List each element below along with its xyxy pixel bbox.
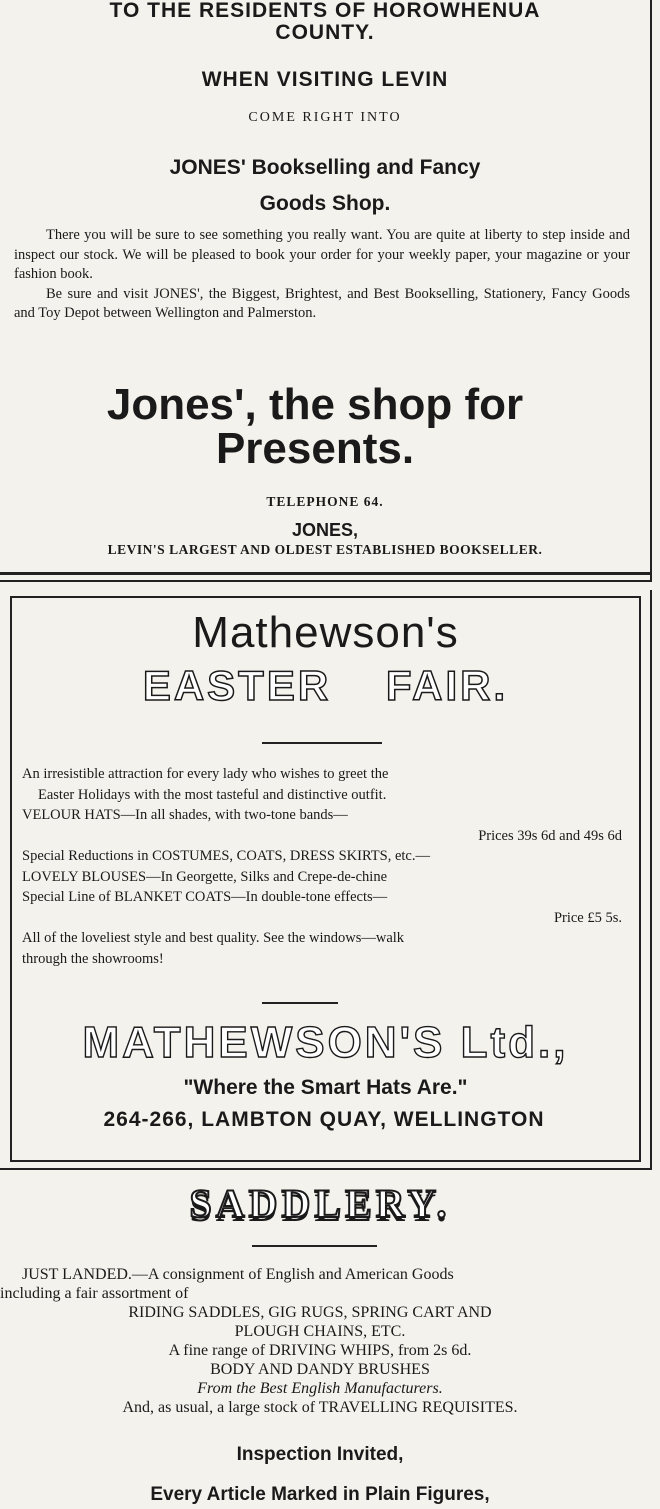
- when-visiting: WHEN VISITING LEVIN: [201, 68, 449, 91]
- address: 264-266, LAMBTON QUAY, WELLINGTON: [103, 1108, 545, 1131]
- section-divider: [0, 572, 652, 575]
- body-line: All of the loveliest style and best quality. See the windows—walk: [22, 930, 405, 946]
- body-line: VELOUR HATS—In all shades, with two-tone bands—: [22, 807, 348, 823]
- body-line: including a fair assortment of: [0, 1285, 189, 1302]
- body-line: PLOUGH CHAINS, ETC.: [234, 1323, 406, 1340]
- ad-body: [14, 226, 630, 324]
- saddlery-advertisement: [0, 1170, 650, 1509]
- body-line: BODY AND DANDY BRUSHES: [210, 1361, 430, 1378]
- slogan-line: Jones', the shop for: [106, 380, 524, 429]
- established-line: LEVIN'S LARGEST AND OLDEST ESTABLISHED BOOKSELLER.: [107, 542, 543, 557]
- column-rule: [650, 590, 652, 1170]
- company-name: MATHEWSON'S Ltd.,: [82, 1018, 569, 1067]
- body-line: RIDING SADDLES, GIG RUGS, SPRING CART AND: [128, 1304, 492, 1321]
- mathewson-advertisement: [10, 596, 641, 1162]
- body-line: Special Line of BLANKET COATS—In double-tone effects—: [22, 889, 388, 905]
- event-title: EASTER FAIR.: [142, 662, 509, 709]
- plain-figures-line: Every Article Marked in Plain Figures,: [150, 1484, 490, 1505]
- shop-name-line: Goods Shop.: [259, 192, 391, 215]
- ad-heading: [10, 0, 640, 44]
- signature: JONES,: [291, 520, 359, 540]
- body-line: Special Reductions in COSTUMES, COATS, DRESS SKIRTS, etc.—: [22, 848, 430, 864]
- store-name: Mathewson's: [192, 608, 459, 657]
- body-line: LOVELY BLOUSES—In Georgette, Silks and Crepe-de-chine: [22, 868, 387, 885]
- body-line: JUST LANDED.—A consignment of English and American Goods: [22, 1266, 454, 1283]
- rule: [252, 1245, 377, 1247]
- shop-name: [10, 150, 640, 222]
- tagline: "Where the Smart Hats Are.": [183, 1076, 468, 1099]
- body-paragraph: There you will be sure to see something you really want. You are quite at liberty to step inside and inspect our stock. We will be pleased to book your order for your weekly paper, your magazine or your fashion book.: [14, 227, 630, 282]
- price-line: Price £5 5s.: [553, 909, 622, 926]
- body-line: A fine range of DRIVING WHIPS, from 2s 6d.: [168, 1342, 472, 1359]
- inspection-line: Inspection Invited,: [236, 1444, 404, 1465]
- body-line: From the Best English Manufacturers.: [197, 1380, 443, 1397]
- body-line: And, as usual, a large stock of TRAVELLING REQUISITES.: [122, 1399, 518, 1416]
- ad-body: [22, 764, 622, 969]
- ad-heading: SADDLERY.: [189, 1181, 451, 1226]
- slogan: [10, 380, 620, 473]
- come-right-into: COME RIGHT INTO: [248, 110, 402, 125]
- body-line: An irresistible attraction for every lady who wishes to greet the: [22, 766, 389, 782]
- body-line: Easter Holidays with the most tasteful and distinctive outfit.: [38, 786, 387, 803]
- price-line: Prices 39s 6d and 49s 6d: [478, 827, 622, 844]
- telephone: TELEPHONE 64.: [266, 494, 384, 509]
- rule: [262, 742, 382, 744]
- ad-body: [0, 1265, 640, 1417]
- body-paragraph: Be sure and visit JONES', the Biggest, Brightest, and Best Bookselling, Stationery, Fancy Goods and Toy Depot between Wellington and Palmerston.: [14, 285, 630, 321]
- heading-line: TO THE RESIDENTS OF HOROWHENUA: [109, 0, 541, 22]
- heading-line: COUNTY.: [275, 21, 375, 44]
- jones-advertisement: [10, 0, 640, 570]
- shop-name-line: JONES' Bookselling and Fancy: [169, 156, 481, 179]
- slogan-line: Presents.: [215, 424, 415, 473]
- rule: [262, 1002, 338, 1004]
- column-rule: [650, 0, 652, 580]
- section-divider: [0, 580, 652, 582]
- body-line: through the showrooms!: [22, 950, 164, 967]
